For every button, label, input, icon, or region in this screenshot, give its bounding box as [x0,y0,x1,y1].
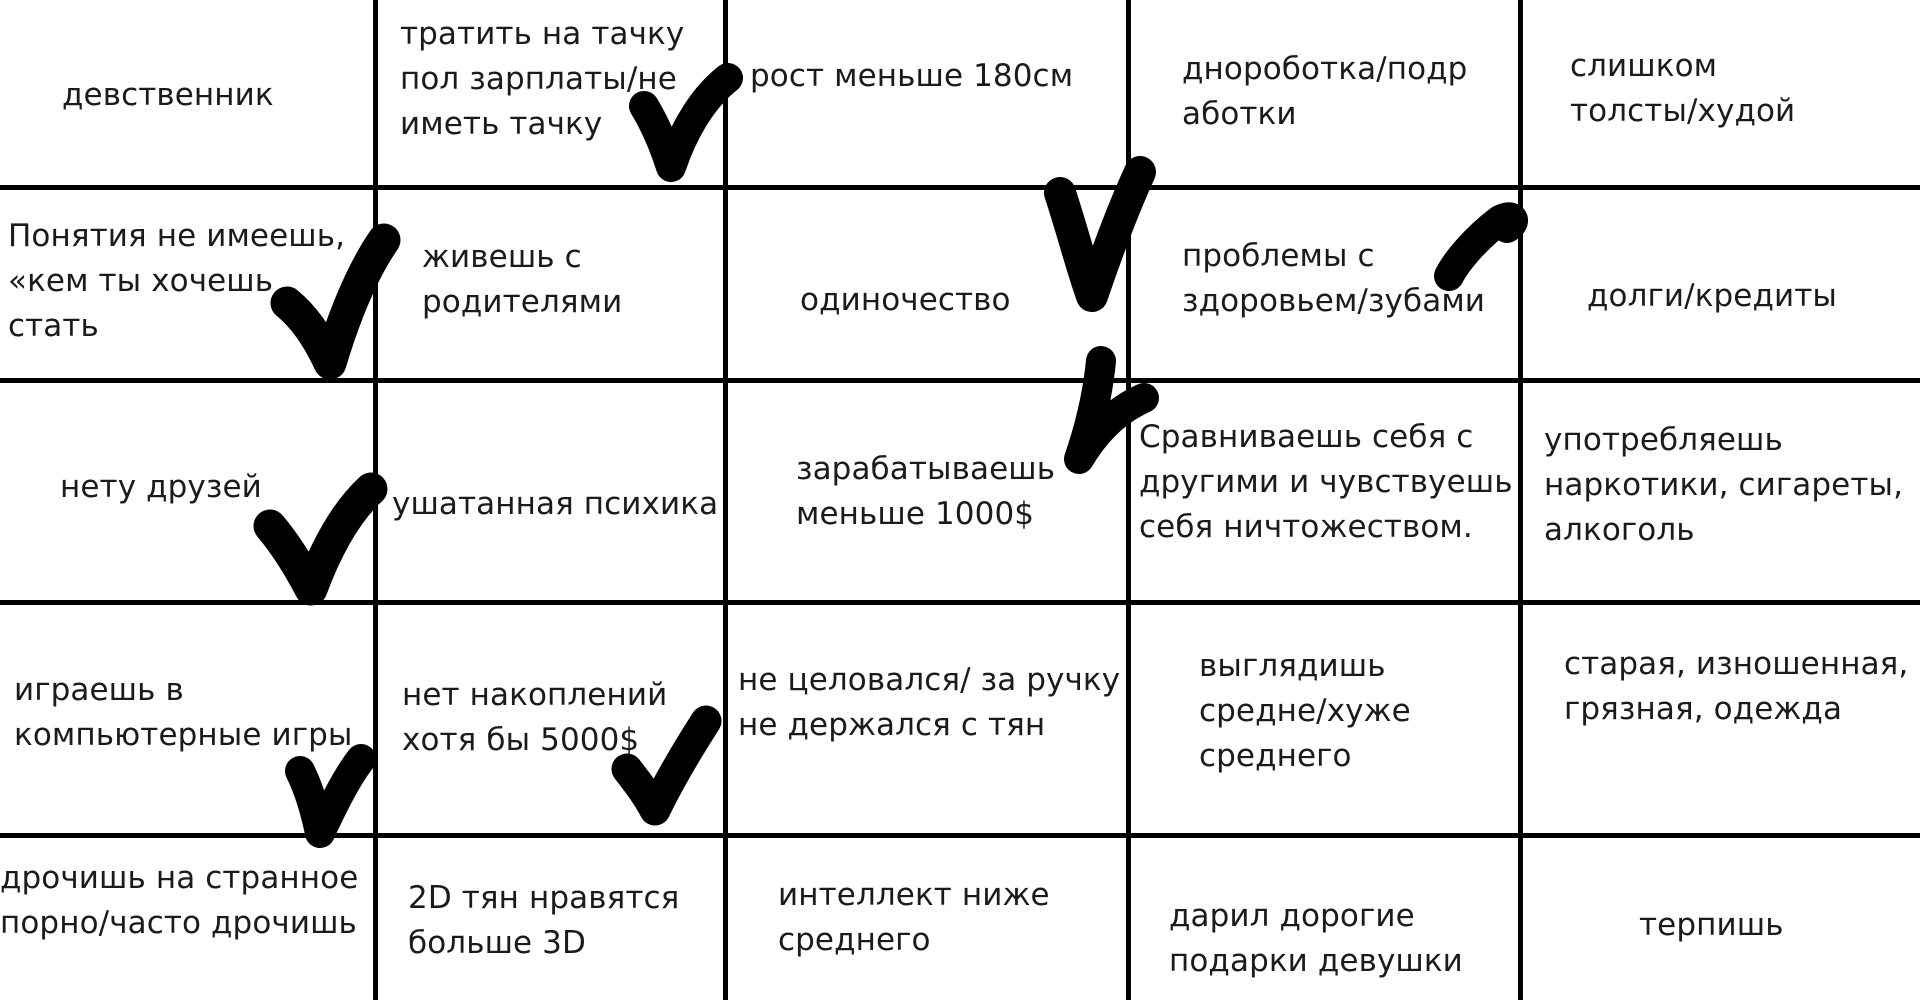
cell-text: дрочишь на странное порно/часто дрочишь [0,860,359,941]
bingo-cell [1523,605,1920,833]
bingo-cell [378,190,723,378]
cell-text: Сравниваешь себя с другими и чувствуешь себя ничтожеством. [1139,419,1513,545]
bingo-cell [1523,190,1920,378]
cell-text: нету друзей [60,469,262,505]
bingo-cell [378,838,723,1000]
bingo-cell [0,838,373,1000]
cell-text: ушатанная психика [392,486,719,522]
bingo-cell [0,383,373,600]
cell-text: играешь в компьютерные игры [14,672,353,753]
bingo-cell [1523,0,1920,185]
cell-text: терпишь [1639,907,1784,943]
cell-text: употребляешь наркотики, сигареты, алкоголь [1544,422,1904,548]
bingo-cell [0,190,373,378]
cell-text: 2D тян нравятся больше 3D [408,880,680,961]
cell-text: тратить на тачку пол зарплаты/не иметь тачку [400,16,685,142]
cell-text: проблемы с здоровьем/зубами [1182,238,1486,319]
cell-text: днороботка/подр аботки [1182,51,1468,132]
cell-text: зарабатываешь меньше 1000$ [796,451,1056,532]
cell-text: девственник [62,77,274,113]
bingo-cell [1131,0,1518,185]
cell-text: выглядишь средне/хуже среднего [1199,648,1411,774]
bingo-cell [728,0,1126,185]
bingo-cell [1523,383,1920,600]
cell-text: одиночество [800,282,1011,318]
cell-text: рост меньше 180см [750,58,1074,94]
bingo-cell [1523,838,1920,1000]
bingo-cell [728,838,1126,1000]
bingo-cell [0,0,373,185]
cell-text: долги/кредиты [1587,278,1837,314]
cell-text: не целовался/ за ручку не держался с тян [738,662,1121,743]
bingo-cell [1131,190,1518,378]
bingo-cell [378,605,723,833]
bingo-cell [728,383,1126,600]
cell-text: Понятия не имеешь, «кем ты хочешь стать [8,218,346,344]
cell-text: слишком толсты/худой [1570,48,1796,129]
cell-text: нет накоплений хотя бы 5000$ [402,677,668,758]
bingo-cell [728,190,1126,378]
bingo-cell [1131,383,1518,600]
bingo-cell [378,0,723,185]
bingo-cell [1131,838,1518,1000]
bingo-cell [378,383,723,600]
bingo-cell [728,605,1126,833]
cell-text: интеллект ниже среднего [778,877,1050,958]
cell-text: дарил дорогие подарки девушки [1169,898,1463,979]
cell-text: старая, изношенная, грязная, одежда [1564,646,1909,727]
bingo-cell [0,605,373,833]
cell-text: живешь с родителями [422,239,623,320]
bingo-cell [1131,605,1518,833]
